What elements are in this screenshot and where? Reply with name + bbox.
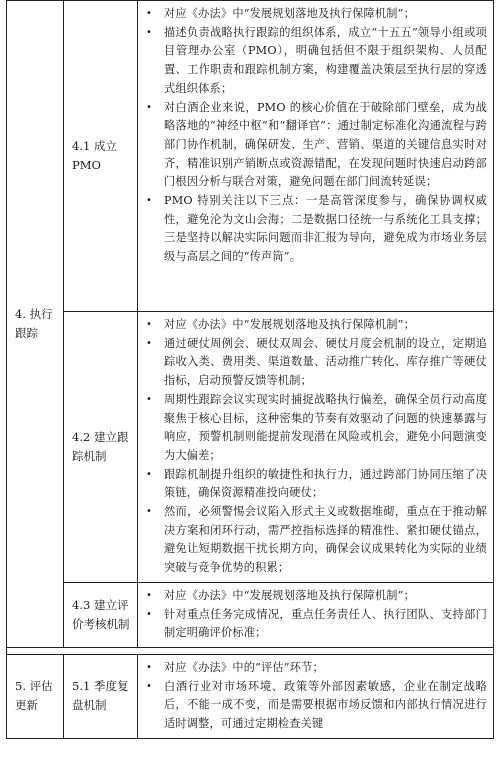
list-item: • 对应《办法》中的“评估”环节； [140, 659, 487, 678]
content-cell [138, 312, 494, 583]
content-cell [138, 582, 494, 647]
document-page [6, 0, 494, 766]
bullet-list [140, 587, 487, 643]
list-item: • 对白酒企业来说，PMO 的核心价值在于破除部门壁垒，成为战略落地的“神经中枢”和“翻译官”：通过制定标准化沟通流程与跨部门协作机制，确保研发、生产、营销、渠道的关键信息实时对齐，精准识别产销断点或资源错配，在发现问题时快速启动跨部门根因分析与联合对策，避免问题在部门间流转延误； [140, 99, 487, 193]
plan-table [6, 0, 494, 739]
subsection-cell [64, 654, 138, 738]
list-item: • 跟踪机制提升组织的敏捷性和执行力，通过跨部门协同压缩了决策链，确保资源精准投向硬仗； [140, 466, 487, 503]
list-item: • 对应《办法》中“发展规划落地及执行保障机制”； [140, 5, 487, 24]
section-label: 4. 执行跟踪 [15, 306, 53, 340]
section-cell [7, 654, 64, 738]
bullet-list [140, 659, 487, 734]
bullet-list [140, 316, 487, 578]
subsection-cell [64, 1, 138, 312]
bullet-list [140, 5, 487, 267]
subsection-label: 5.1 季度复盘机制 [72, 679, 129, 713]
subsection-cell [64, 582, 138, 647]
section-cell [7, 1, 64, 648]
table-row [7, 582, 494, 647]
list-item: • 然而，必须警惕会议陷入形式主义或数据堆砌，重点在于推动解决方案和闭环行动，需严控指标选择的精准性、紧扣硬仗锚点，避免让短期数据干扰长期方向，确保会议成果转化为实际的业绩突破与竞争优势的积累； [140, 503, 487, 578]
subsection-label: 4.3 建立评价考核机制 [72, 597, 130, 631]
list-item: • 描述负责战略执行跟踪的组织体系，成立“十五五”领导小组或项目管理办公室（PMO），明确包括但不限于组织架构、人员配置、工作职责和跟踪机制方案，构建覆盖决策层至执行层的穿透式组织体系； [140, 24, 487, 99]
section-label: 5. 评估更新 [15, 679, 53, 713]
section-gap [7, 647, 494, 654]
content-cell [138, 1, 494, 312]
list-item: • 针对重点任务完成情况，重点任务责任人、执行团队、支持部门制定明确评价标准； [140, 606, 487, 643]
subsection-label: 4.1 成立PMO [72, 139, 117, 172]
list-item: • 对应《办法》中“发展规划落地及执行保障机制”； [140, 316, 487, 335]
subsection-cell [64, 312, 138, 583]
content-cell [138, 654, 494, 738]
table-row [7, 1, 494, 312]
list-item: • 白酒行业对市场环境、政策等外部因素敏感，企业在制定战略后，不能一成不变，而是需要根据市场反馈和内部执行情况进行适时调整，可通过定期检查关键 [140, 678, 487, 734]
table-row [7, 654, 494, 738]
list-item: • 周期性跟踪会议实现实时捕捉战略执行偏差，确保全员行动高度聚焦于核心目标，这种密集的节奏有效驱动了问题的快速暴露与响应，预警机制则能提前发现潜在风险或机会，避免小问题演变为大偏差； [140, 391, 487, 466]
table-row [7, 312, 494, 583]
list-item: • 对应《办法》中“发展规划落地及执行保障机制”； [140, 587, 487, 606]
list-item: • 通过硬仗周例会、硬仗双周会、硬仗月度会机制的设立，定期追踪收入类、费用类、渠道数量、活动推广转化、库存推广等硬仗指标，启动预警反馈等机制； [140, 335, 487, 391]
list-item: • PMO 特别关注以下三点：一是高管深度参与，确保协调权威性，避免沦为文山会海；二是数据口径统一与系统化工具支撑；三是坚持以解决实际问题而非汇报为导向，避免成为市场业务层级与高层之间的“传声筒”。 [140, 192, 487, 267]
subsection-label: 4.2 建立跟踪机制 [72, 429, 129, 463]
